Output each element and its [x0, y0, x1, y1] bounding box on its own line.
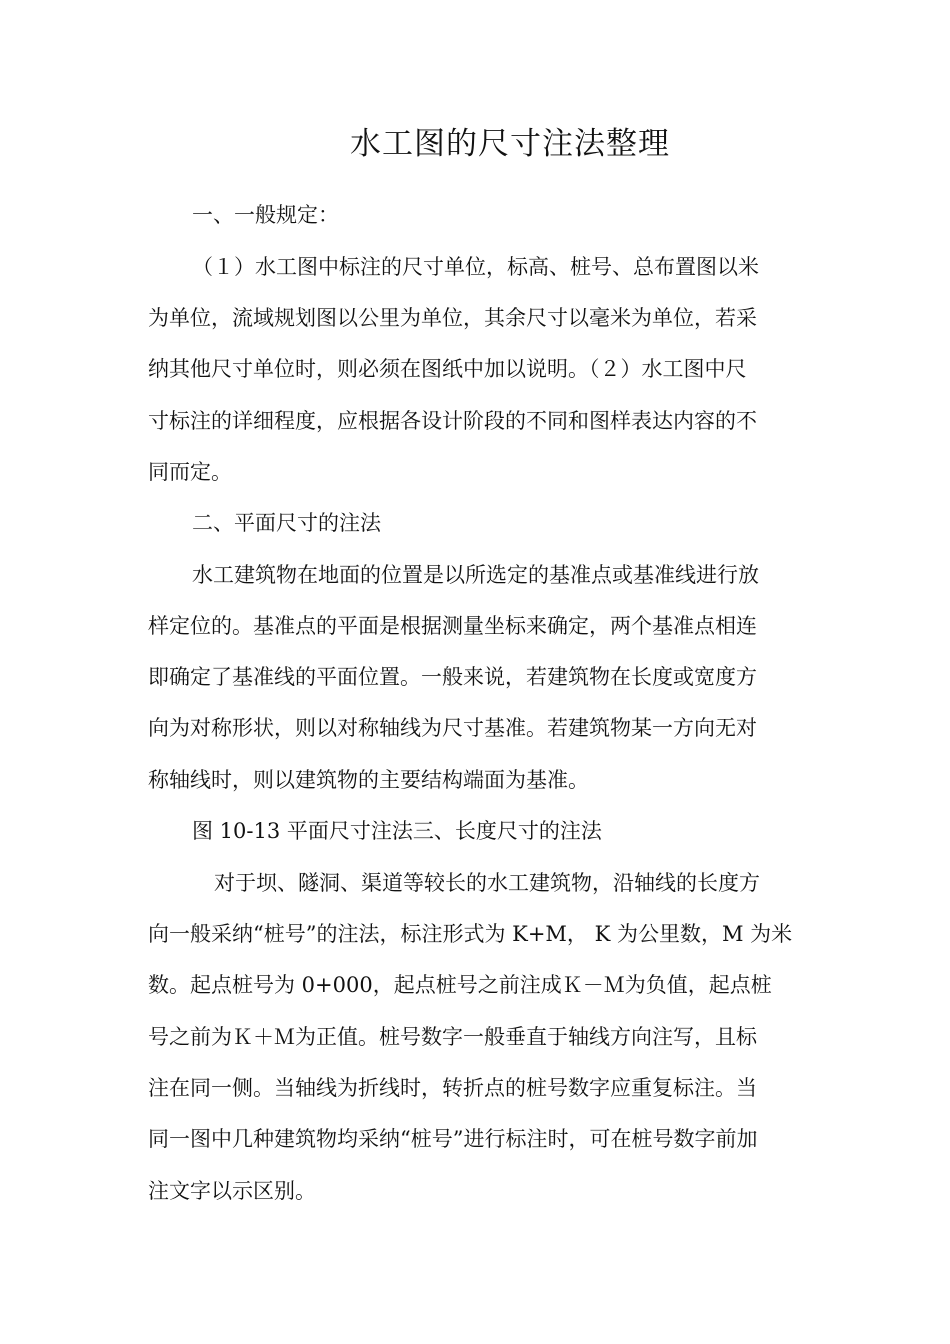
- paragraph-line: 样定位的。基准点的平面是根据测量坐标来确定，两个基准点相连: [148, 614, 757, 638]
- section-heading-general: 一、一般规定：: [192, 203, 339, 227]
- paragraph-line: 称轴线时，则以建筑物的主要结构端面为基准。: [148, 768, 589, 792]
- paragraph-line: 向为对称形状，则以对称轴线为尺寸基准。若建筑物某一方向无对: [148, 716, 757, 740]
- paragraph-line: 同而定。: [148, 460, 232, 484]
- paragraph-line: 对于坝、隧洞、渠道等较长的水工建筑物，沿轴线的长度方: [214, 871, 760, 895]
- paragraph-line: 为单位，流域规划图以公里为单位，其余尺寸以毫米为单位，若采: [148, 306, 757, 330]
- paragraph-line: 号之前为Ｋ＋Ｍ为正值。桩号数字一般垂直于轴线方向注写，且标: [148, 1025, 757, 1049]
- document-title: 水工图的尺寸注法整理: [350, 126, 670, 162]
- paragraph-line: 数。起点桩号为 0+000，起点桩号之前注成Ｋ－Ｍ为负值，起点桩: [148, 973, 772, 997]
- paragraph-line: 即确定了基准线的平面位置。一般来说，若建筑物在长度或宽度方: [148, 665, 757, 689]
- paragraph-line: 注在同一侧。当轴线为折线时，转折点的桩号数字应重复标注。当: [148, 1076, 757, 1100]
- paragraph-line: 水工建筑物在地面的位置是以所选定的基准点或基准线进行放: [192, 563, 759, 587]
- paragraph-line: 向一般采纳“桩号”的注法，标注形式为 K+M， K 为公里数，M 为米: [148, 922, 793, 946]
- paragraph-line: 同一图中几种建筑物均采纳“桩号”进行标注时，可在桩号数字前加: [148, 1127, 758, 1151]
- section-heading-plane: 二、平面尺寸的注法: [192, 511, 381, 535]
- paragraph-line: （１）水工图中标注的尺寸单位，标高、桩号、总布置图以米: [192, 255, 759, 279]
- figure-caption-line: 图 10-13 平面尺寸注法三、长度尺寸的注法: [192, 819, 602, 843]
- paragraph-line: 注文字以示区别。: [148, 1179, 316, 1203]
- paragraph-line: 寸标注的详细程度，应根据各设计阶段的不同和图样表达内容的不: [148, 409, 757, 433]
- paragraph-line: 纳其他尺寸单位时，则必须在图纸中加以说明。（２）水工图中尺: [148, 357, 747, 381]
